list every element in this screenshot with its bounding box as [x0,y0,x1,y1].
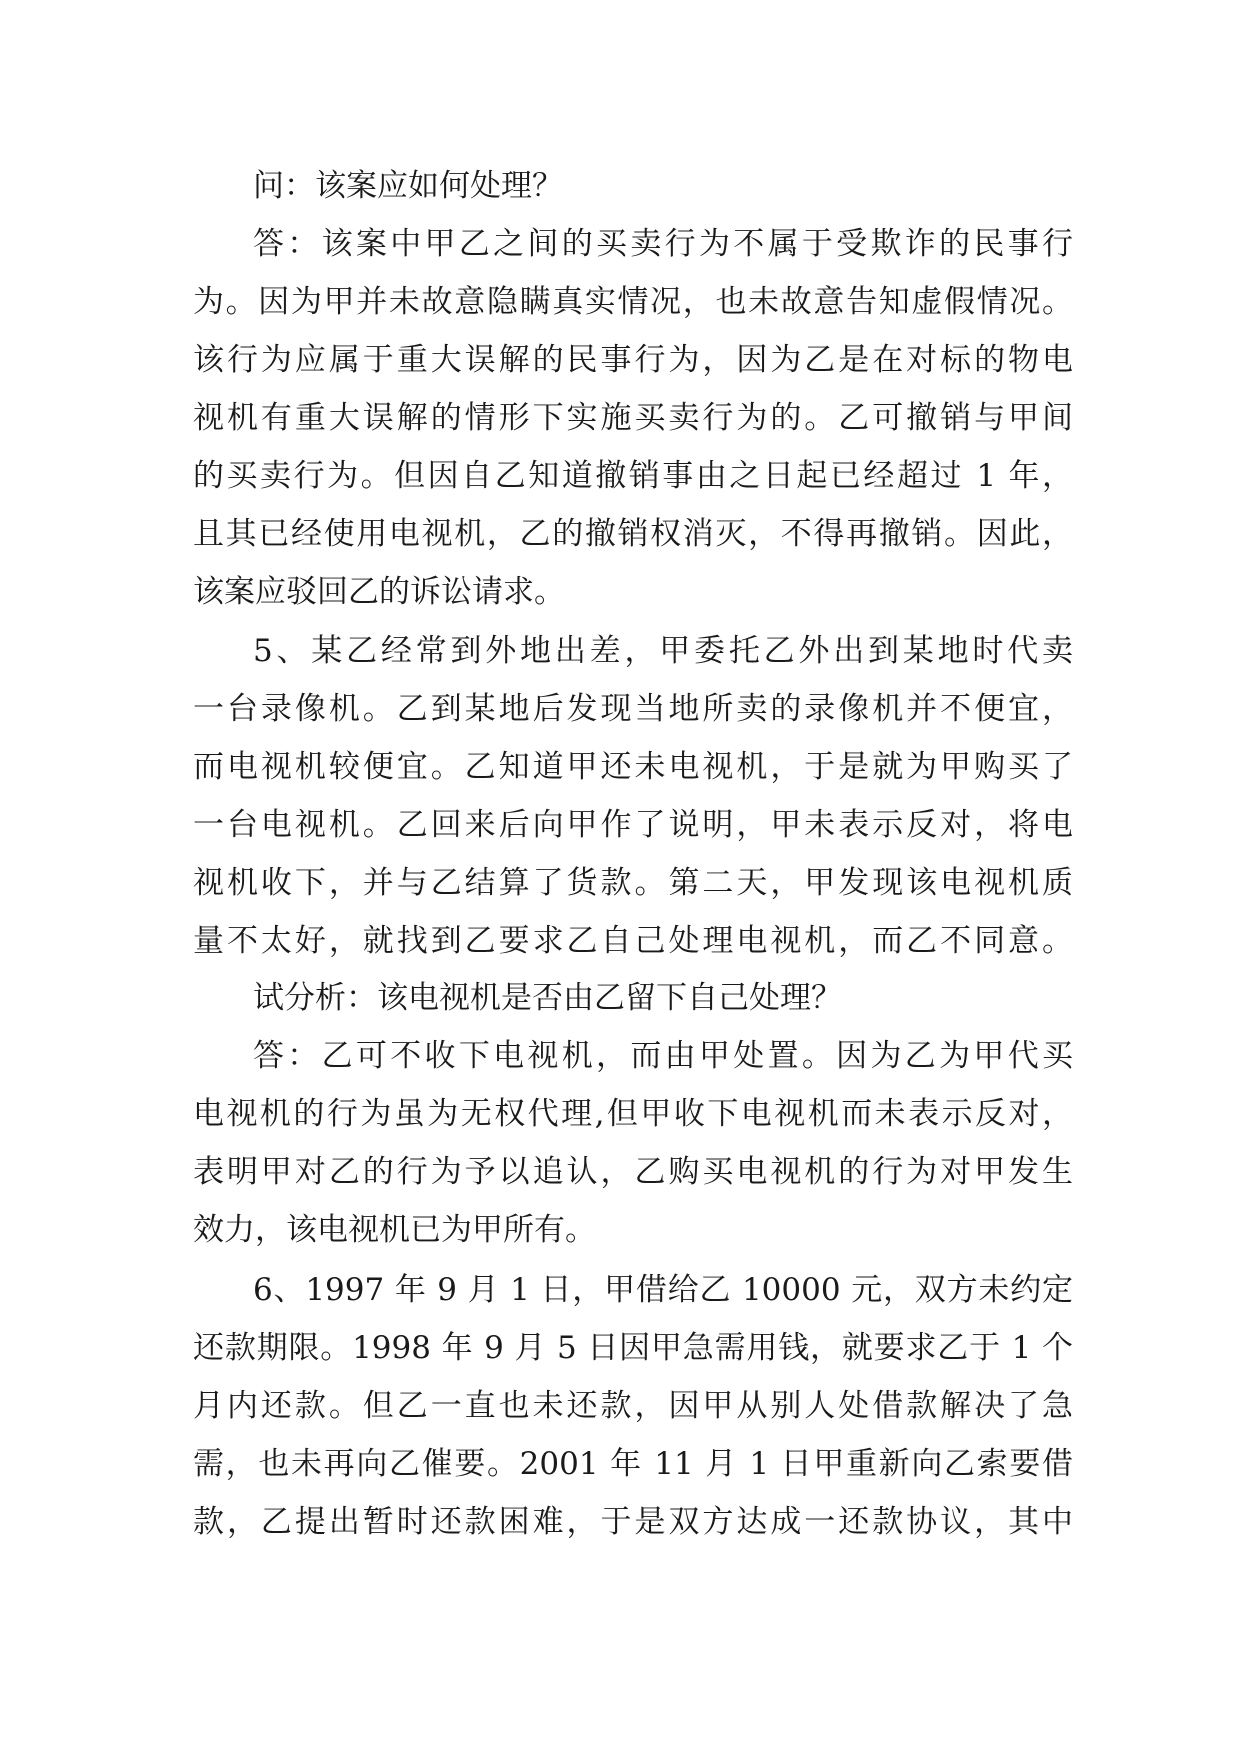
text-line: 需，也未再向乙催要。2001 年 11 月 1 日甲重新向乙索要借 [193,1446,1073,1482]
text-line: 该行为应属于重大误解的民事行为，因为乙是在对标的物电 [193,342,1073,378]
text-line: 该案应驳回乙的诉讼请求。 [193,574,565,610]
text-line: 5、某乙经常到外地出差，甲委托乙外出到某地时代卖 [253,633,1073,669]
text-line: 为。因为甲并未故意隐瞒真实情况，也未故意告知虚假情况。 [193,284,1073,320]
text-line: 效力，该电视机已为甲所有。 [193,1212,596,1248]
text-line: 而电视机较便宜。乙知道甲还未电视机，于是就为甲购买了 [193,749,1073,785]
text-line: 答：该案中甲乙之间的买卖行为不属于受欺诈的民事行 [253,226,1073,262]
text-line: 试分析：该电视机是否由乙留下自己处理？ [253,980,842,1016]
text-line: 视机收下，并与乙结算了货款。第二天，甲发现该电视机质 [193,865,1073,901]
text-line: 6、1997 年 9 月 1 日，甲借给乙 10000 元，双方未约定 [253,1272,1073,1308]
text-line: 且其已经使用电视机，乙的撤销权消灭，不得再撤销。因此， [193,516,1073,552]
text-line: 款，乙提出暂时还款困难，于是双方达成一还款协议，其中 [193,1504,1073,1540]
text-line: 的买卖行为。但因自乙知道撤销事由之日起已经超过 1 年， [193,458,1073,494]
text-line: 一台电视机。乙回来后向甲作了说明，甲未表示反对，将电 [193,807,1073,843]
text-line: 视机有重大误解的情形下实施买卖行为的。乙可撤销与甲间 [193,400,1073,436]
text-line: 答：乙可不收下电视机，而由甲处置。因为乙为甲代买 [253,1038,1073,1074]
text-line: 一台录像机。乙到某地后发现当地所卖的录像机并不便宜， [193,691,1073,727]
text-line: 电视机的行为虽为无权代理,但甲收下电视机而未表示反对， [193,1096,1073,1132]
text-line: 量不太好，就找到乙要求乙自己处理电视机，而乙不同意。 [193,923,1073,959]
text-line: 月内还款。但乙一直也未还款，因甲从别人处借款解决了急 [193,1388,1073,1424]
text-line: 问：该案应如何处理？ [253,168,563,204]
text-line: 还款期限。1998 年 9 月 5 日因甲急需用钱，就要求乙于 1 个 [193,1330,1073,1366]
text-line: 表明甲对乙的行为予以追认，乙购买电视机的行为对甲发生 [193,1154,1073,1190]
